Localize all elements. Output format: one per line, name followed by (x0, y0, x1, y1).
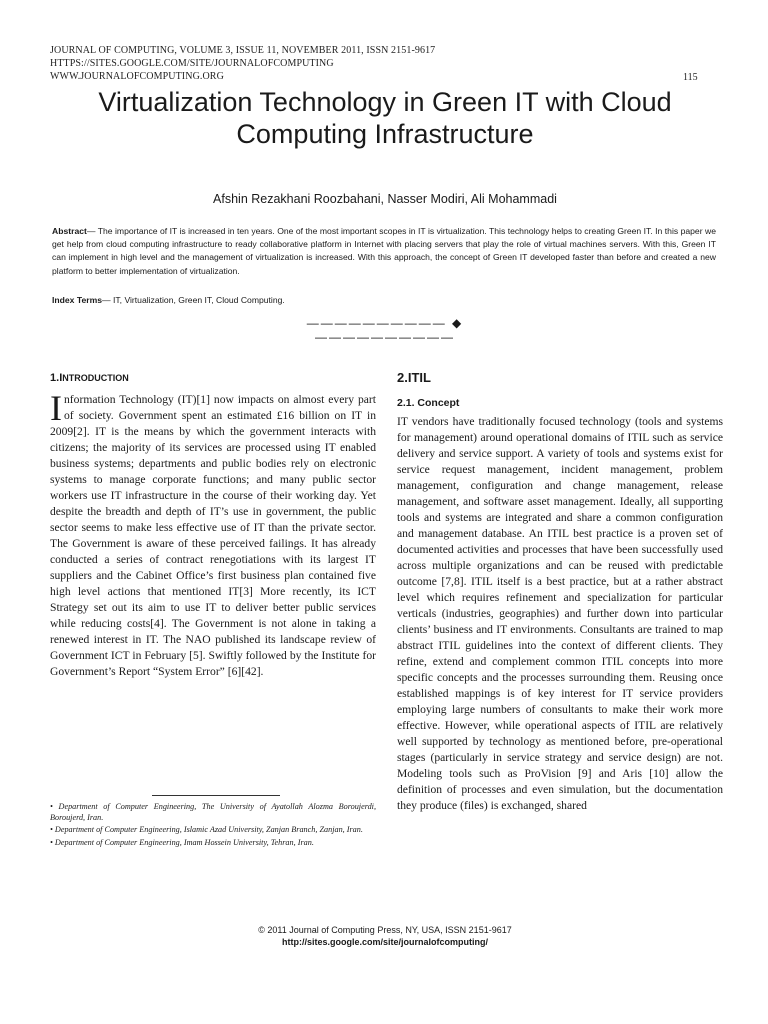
drop-cap: I (50, 388, 62, 428)
introduction-paragraph (50, 388, 376, 680)
abstract-text: — The importance of IT is increased in ten years. One of the most important scopes in IT is virtualization. This technology helps to creating Green IT. In this paper we get help from cloud computing infrastructure to ready collaborative platform in Internet with placing servers that play the role of virtual machines servers. With this, Green IT can implement in high level and the management of virtualization is increased. With this approach, the concept of Green IT developed faster than before and created a new platform to better implementation of virtualization. (52, 226, 716, 276)
page-footer (40, 924, 730, 948)
itil-paragraph: IT vendors have traditionally focused technology (tools and systems for management) around operational domains of ITIL such as service delivery and service support. A variety of tools and systems exist for service request management, incident management, problem management, configuration and change management, release management, and software asset management. Ideally, all supporting tools and systems are integrated and share a common configuration and management database. An ITIL best practice is a proven set of documented activities and processes that have been successfully used across multiple organizations and can be reused with predictable outcome [7,8]. ITIL itself is a best practice, but at a rather abstract level which requires refinement and specialization for particular verticals (industries, geographies) and further down into particular clients’ business and IT environments. Consultants are trained to map abstract ITIL guidelines into the context of different clients. They refine, extend and complement common ITIL concepts into more specific concepts and the processes surrounding them. Reusing once established mappings is of key interest for IT service providers employing large numbers of consultants to make their work more effective. However, while operational aspects of ITIL are relatively well supported by technology as mentioned before, pre-operational stages (particularly in service strategy and service design) are not. Modeling tools such as ProVision [9] and Aris [10] allow the definition of processes and even simulation, but the documentation they produce (files) is exchanged, shared (397, 415, 723, 812)
paper-title-line2: Computing Infrastructure (236, 119, 534, 149)
introduction-heading (50, 372, 376, 384)
footnote-item: • Department of Computer Engineering, The University of Ayatollah Alozma Boroujerdi, Boroujerd, Iran. (50, 802, 376, 823)
index-terms-label: Index Terms (52, 295, 102, 305)
footer-link[interactable]: http://sites.google.com/site/journalofcomputing/ (281, 937, 488, 947)
introduction-initial: I (59, 372, 63, 384)
footnote-item: • Department of Computer Engineering, Imam Hossein University, Tehran, Iran. (50, 837, 314, 847)
abstract-label: Abstract (52, 226, 87, 236)
paper-title (40, 86, 730, 150)
footnote-item: • Department of Computer Engineering, Islamic Azad University, Zanjan Branch, Zanjan, Iran. (50, 825, 363, 835)
journal-header-line2[interactable]: HTTPS://SITES.GOOGLE.COM/SITE/JOURNALOFCOMPUTING (50, 58, 334, 69)
introduction-heading-rest: NTRODUCTION (62, 373, 129, 383)
right-column (397, 372, 723, 814)
section-separator: —————————— ◆ —————————— (306, 316, 464, 344)
footnote-rule (152, 795, 280, 796)
page-number: 115 (683, 72, 698, 83)
itil-concept-subheading: 2.1. Concept (397, 397, 460, 409)
paper-authors: Afshin Rezakhani Roozbahani, Nasser Modiri, Ali Mohammadi (213, 192, 557, 206)
index-terms-text: — IT, Virtualization, Green IT, Cloud Computing. (102, 295, 285, 305)
footnotes (50, 801, 376, 849)
paper-title-line1: Virtualization Technology in Green IT with Cloud (98, 87, 672, 117)
introduction-text: nformation Technology (IT)[1] now impacts on almost every part of society. Government spent an estimated £16 billion on IT in 2009[2]. IT is the means by which the government interacts with citizens; the majority of its services are processed using IT enabled business systems; departments and public bodies rely on electronic systems to manage corporate functions; and many public sector workers use IT infrastructure in the course of their working day. Yet despite the breadth and depth of IT’s use in government, the public sector seems to make less effective use of IT than the private sector. The Government is aware of these perceived failings. It has already conducted a series of contract renegotiations with its largest IT suppliers and the Cabinet Office’s first business plan contained five high level actions that mentioned IT[3] More recently, its ICT Strategy set out its aim to use IT to deliver better public services while reducing costs[4]. The Government is not alone in taking a renewed interest in IT. The NAO published its landscape review of Government ICT in February [5]. Swiftly followed by the Institute for Government’s Report “System Error” [6][42]. (50, 393, 376, 678)
journal-header-line3[interactable]: WWW.JOURNALOFCOMPUTING.ORG (50, 71, 224, 82)
abstract (52, 225, 716, 278)
itil-heading: 2.ITIL (397, 370, 431, 385)
journal-header-line1: JOURNAL OF COMPUTING, VOLUME 3, ISSUE 11, NOVEMBER 2011, ISSN 2151-9617 (50, 45, 436, 56)
journal-header (50, 44, 700, 83)
index-terms (52, 294, 716, 306)
footer-copyright: © 2011 Journal of Computing Press, NY, USA, ISSN 2151-9617 (258, 925, 512, 935)
left-column (50, 372, 376, 680)
introduction-number: 1. (50, 372, 60, 384)
